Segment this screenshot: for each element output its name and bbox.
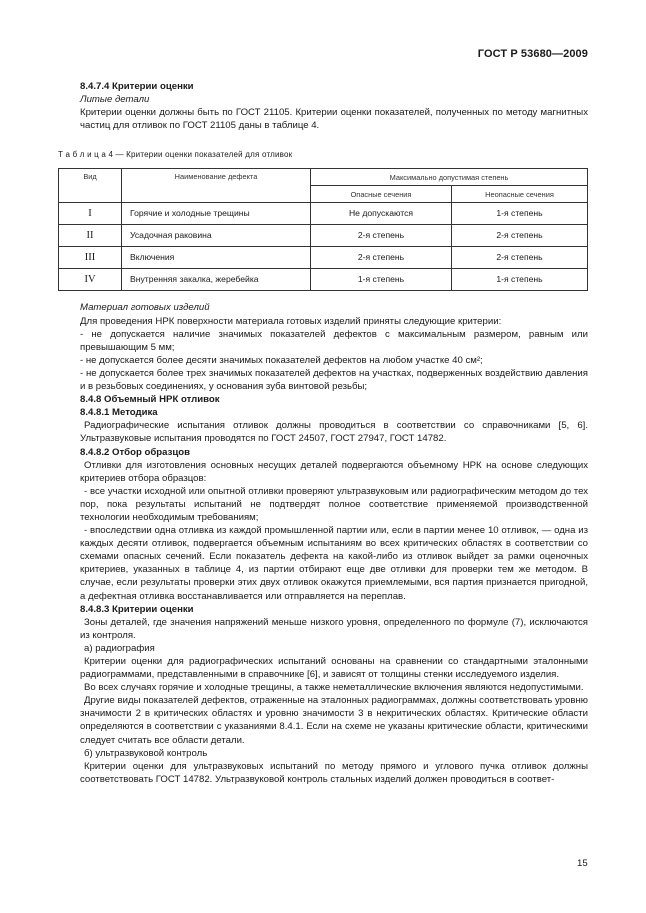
section-8474-title: 8.4.7.4 Критерии оценки — [80, 81, 194, 92]
table-cell-name: Горячие и холодные трещины — [122, 203, 311, 225]
material-criterion: - не допускается более десяти значимых показателей дефектов на любом участке 40 см²; — [80, 354, 483, 366]
section-8482-criterion: - впоследствии одна отливка из каждой промышленной партии или, если в партии менее 10 отливок, — одна из каждых десяти отливок, подвергается объемным испытаниям во всех критических областях в соответствии со схемами опасных сечений. Если показатель дефекта на какой-либо из отливок выйдет за рамки оценочных критериев, указанных в таблице 4, из партии отбирают еще две отливки для проверки тем же методом. В случае, если результаты проверки этих двух отливок окажутся приемлемыми, вся партия признается пригодной, а дефектная отливка восстанавливается или отправляется на переплав. — [80, 525, 588, 602]
table-header-dangerous: Опасные сечения — [311, 186, 452, 203]
material-paragraph: Для проведения НРК поверхности материала готовых изделий приняты следующие критерии: — [80, 315, 502, 327]
section-8482-paragraph: Отливки для изготовления основных несущих деталей подвергаются объемному НРК на основе следующих критериев отбора образцов: — [80, 459, 588, 484]
section-material — [80, 301, 588, 785]
table-cell-vid: II — [59, 225, 122, 247]
table-row — [59, 225, 588, 247]
section-848-title: 8.4.8 Объемный НРК отливок — [80, 394, 220, 406]
table-header-name: Наименование дефекта — [122, 169, 311, 203]
table-cell-safe: 2-я степень — [452, 225, 588, 247]
table-cell-safe: 1-я степень — [452, 269, 588, 291]
table-caption: Т а б л и ц а 4 — Критерии оценки показателей для отливок — [58, 150, 293, 160]
table-header-max-degree: Максимально допустимая степень — [311, 169, 588, 186]
section-8482-criterion: - все участки исходной или опытной отливки проверяют ультразвуковым или радиографическим методом до тех пор, пока результаты испытаний не подтвердят полное соответствие применяемой производственной технологии необходимым требованиям; — [80, 485, 588, 523]
section-8483-subheading-ultrasound: б) ультразвуковой контроль — [84, 747, 208, 759]
table-row — [59, 203, 588, 225]
table-cell-dangerous: 1-я степень — [311, 269, 452, 291]
table-cell-name: Внутренняя закалка, жеребейка — [122, 269, 311, 291]
section-8483-subheading-radiography: а) радиография — [84, 642, 155, 654]
table-cell-vid: IV — [59, 269, 122, 291]
table-cell-dangerous: Не допускаются — [311, 203, 452, 225]
section-8481-title: 8.4.8.1 Методика — [80, 407, 158, 419]
section-8483-title: 8.4.8.3 Критерии оценки — [80, 603, 194, 615]
section-8483-paragraph: Зоны деталей, где значения напряжений меньше низкого уровня, определенного по формуле (7), исключаются из контроля. — [80, 616, 588, 641]
table-cell-name: Усадочная раковина — [122, 225, 311, 247]
section-8474-paragraph: Критерии оценки должны быть по ГОСТ 21105. Критерии оценки показателей, полученных по методу магнитных частиц для отливок по ГОСТ 21105 даны в таблице 4. — [80, 107, 588, 132]
radiography-paragraph: Во всех случаях горячие и холодные трещины, а также неметаллические включения являются недопустимыми. — [84, 682, 584, 694]
radiography-paragraph: Критерии оценки для радиографических испытаний основаны на сравнении со стандартными эталонными радиограммами, представленными в справочнике [6], и зависят от толщины стенки исследуемого изделия. — [80, 656, 588, 681]
radiography-paragraph: Другие виды показателей дефектов, отраженные на эталонных радиограммах, должны соответствовать уровню значимости 2 в критических областях и уровню значимости 3 в некритических областях. Критические области определяются в соответствии с указаниями 8.4.1. Если на схеме не указаны критические области, критическими следует считать все области детали. — [80, 695, 588, 746]
document-id: ГОСТ Р 53680—2009 — [477, 48, 588, 60]
table-cell-safe: 1-я степень — [452, 203, 588, 225]
table-cell-name: Включения — [122, 247, 311, 269]
material-criterion: - не допускается наличие значимых показателей дефектов с максимальным размером, равным или превышающим 5 мм; — [80, 328, 588, 353]
table-row — [59, 247, 588, 269]
material-title: Материал готовых изделий — [80, 302, 210, 314]
section-8481-paragraph: Радиографические испытания отливок должны проводиться в соответствии со справочниками [5, 6]. Ультразвуковые испытания проводятся по ГОСТ 24507, ГОСТ 27947, ГОСТ 14782. — [80, 420, 588, 445]
table-header-safe: Неопасные сечения — [452, 186, 588, 203]
table-cell-safe: 2-я степень — [452, 247, 588, 269]
section-8474-subtitle: Литые детали — [80, 94, 150, 106]
table-header-vid: Вид — [59, 169, 122, 203]
table-cell-vid: I — [59, 203, 122, 225]
section-8482-title: 8.4.8.2 Отбор образцов — [80, 446, 191, 458]
page-number: 15 — [577, 858, 588, 869]
table-cell-vid: III — [59, 247, 122, 269]
page-content — [58, 80, 588, 786]
table-row — [59, 269, 588, 291]
material-criterion: - не допускается более трех значимых показателей дефектов на участках, подверженных воздействию давления и в резьбовых соединениях, у основания зуба винтовой резьбы; — [80, 367, 588, 393]
table-4 — [58, 168, 588, 291]
table-cell-dangerous: 2-я степень — [311, 225, 452, 247]
ultrasound-paragraph: Критерии оценки для ультразвуковых испытаний по методу прямого и углового пучка отливок должны соответствовать ГОСТ 14782. Ультразвуковой контроль стальных изделий должен проводиться в соответ- — [80, 760, 588, 785]
table-cell-dangerous: 2-я степень — [311, 247, 452, 269]
